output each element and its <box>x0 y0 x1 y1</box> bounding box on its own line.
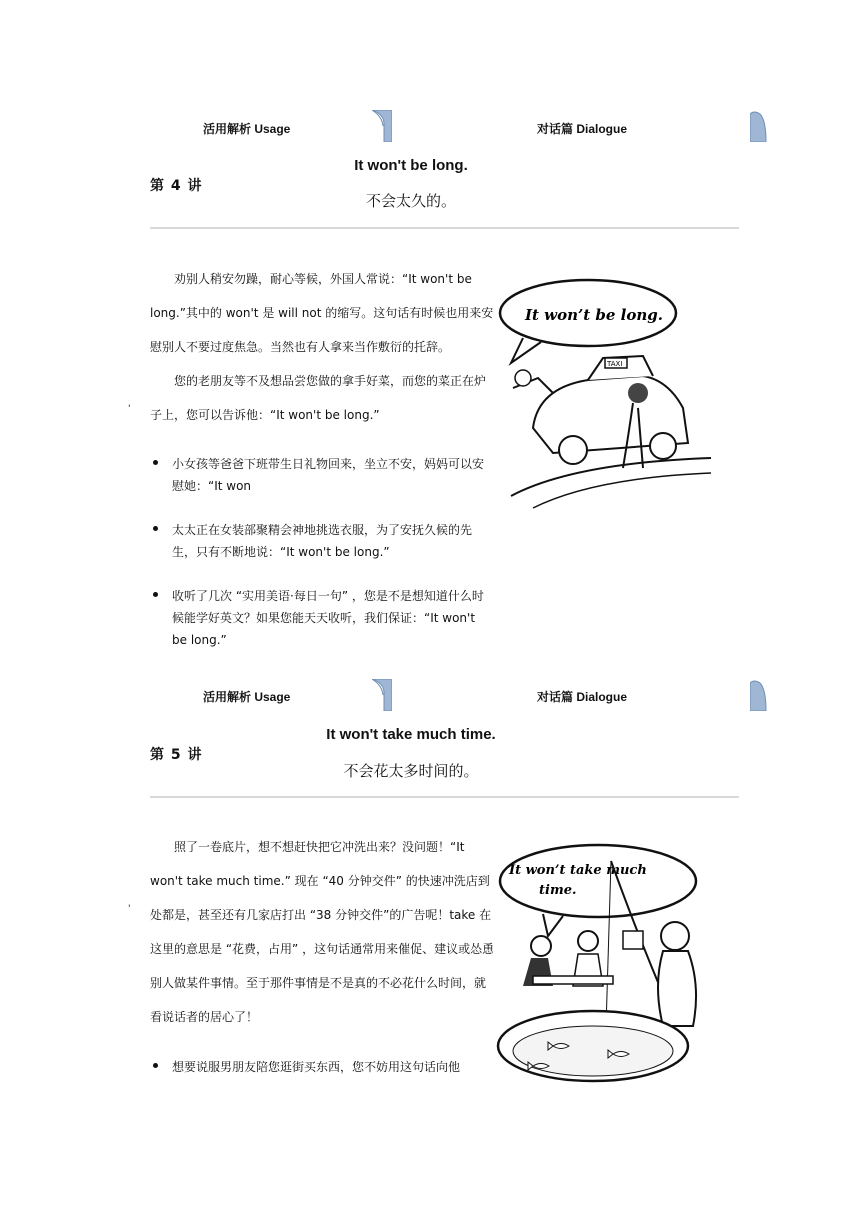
list-item <box>150 585 492 651</box>
paragraph-text: 照了一卷底片，想不想赶快把它冲洗出来？没问题！“It won't take much time.” 现在 “40 分钟交件” 的快速冲洗店到处都是，甚至还有几家店打出 “38 分钟交件”的广告呢！take 在这里的意思是 “花费，占用” ，这句话通常用来催促、建议或怂恿别人做某件事情。至于那件事情是不是真的不必花什么时间，就看说话者的居心了！ <box>150 840 495 1024</box>
bullet-dot <box>153 592 158 597</box>
taxi-sign-text: TAXI <box>607 360 623 368</box>
lesson-number: 第 5 讲 <box>150 747 203 763</box>
speech-bubble-text: It won’t take much <box>509 863 647 878</box>
usage-paragraph <box>150 262 495 432</box>
section-divider <box>150 227 739 229</box>
lesson-title-chinese: 不会花太多时间的。 <box>343 762 479 780</box>
bullet-dot <box>153 460 158 465</box>
speech-bubble-text: It won’t be long. <box>525 306 663 324</box>
list-item-text: 太太正在女装部聚精会神地挑选衣服，为了安抚久候的先生，只有不断地说：“It won't be long.” <box>172 523 473 559</box>
paragraph-text: 劝别人稍安勿躁，耐心等候，外国人常说：“It won't be long.”其中的 won't 是 will not 的缩写。这句话有时候也用来安慰别人不要过度焦急。当然也有人拿来当作敷衍的托辞。 <box>150 272 494 354</box>
list-item-text: 小女孩等爸爸下班带生日礼物回来，坐立不安，妈妈可以安慰她：“It won <box>172 457 485 493</box>
usage-tab-label[interactable]: 活用解析 Usage <box>203 690 291 704</box>
lesson-number: 第 4 讲 <box>150 178 203 194</box>
lesson-title-chinese: 不会太久的。 <box>365 192 456 210</box>
margin-mark: ' <box>128 904 131 914</box>
lesson-title-english: It won't take much time. <box>326 726 496 743</box>
bullet-dot <box>153 1063 158 1068</box>
section-divider <box>150 796 739 798</box>
speech-bubble-text: time. <box>539 883 577 898</box>
usage-paragraph <box>150 830 495 1034</box>
list-item <box>150 1056 492 1078</box>
lesson-title-english: It won't be long. <box>354 157 468 174</box>
dialogue-tab-label[interactable]: 对话篇 Dialogue <box>537 122 628 136</box>
fishing-cartoon-image <box>493 836 711 1096</box>
tab-shape-icon <box>750 679 768 711</box>
taxi-cartoon-image <box>493 268 711 523</box>
tab-shape-icon <box>372 679 392 711</box>
list-item-text: 收听了几次 “实用美语·每日一句” ，您是不是想知道什么时候能学好英文？如果您能天天收听，我们保证：“It won't be long.” <box>172 589 484 647</box>
list-item <box>150 519 492 563</box>
list-item <box>150 453 492 497</box>
bullet-dot <box>153 526 158 531</box>
margin-mark: ' <box>128 404 131 414</box>
tab-shape-icon <box>372 110 392 142</box>
list-item-text: 想要说服男朋友陪您逛街买东西，您不妨用这句话向他 <box>172 1060 461 1074</box>
paragraph-text: 您的老朋友等不及想品尝您做的拿手好菜，而您的菜正在炉子上，您可以告诉他：“It won't be long.” <box>150 374 487 422</box>
usage-tab-label[interactable]: 活用解析 Usage <box>203 122 291 136</box>
dialogue-tab-label[interactable]: 对话篇 Dialogue <box>537 690 628 704</box>
tab-shape-icon <box>750 110 768 142</box>
